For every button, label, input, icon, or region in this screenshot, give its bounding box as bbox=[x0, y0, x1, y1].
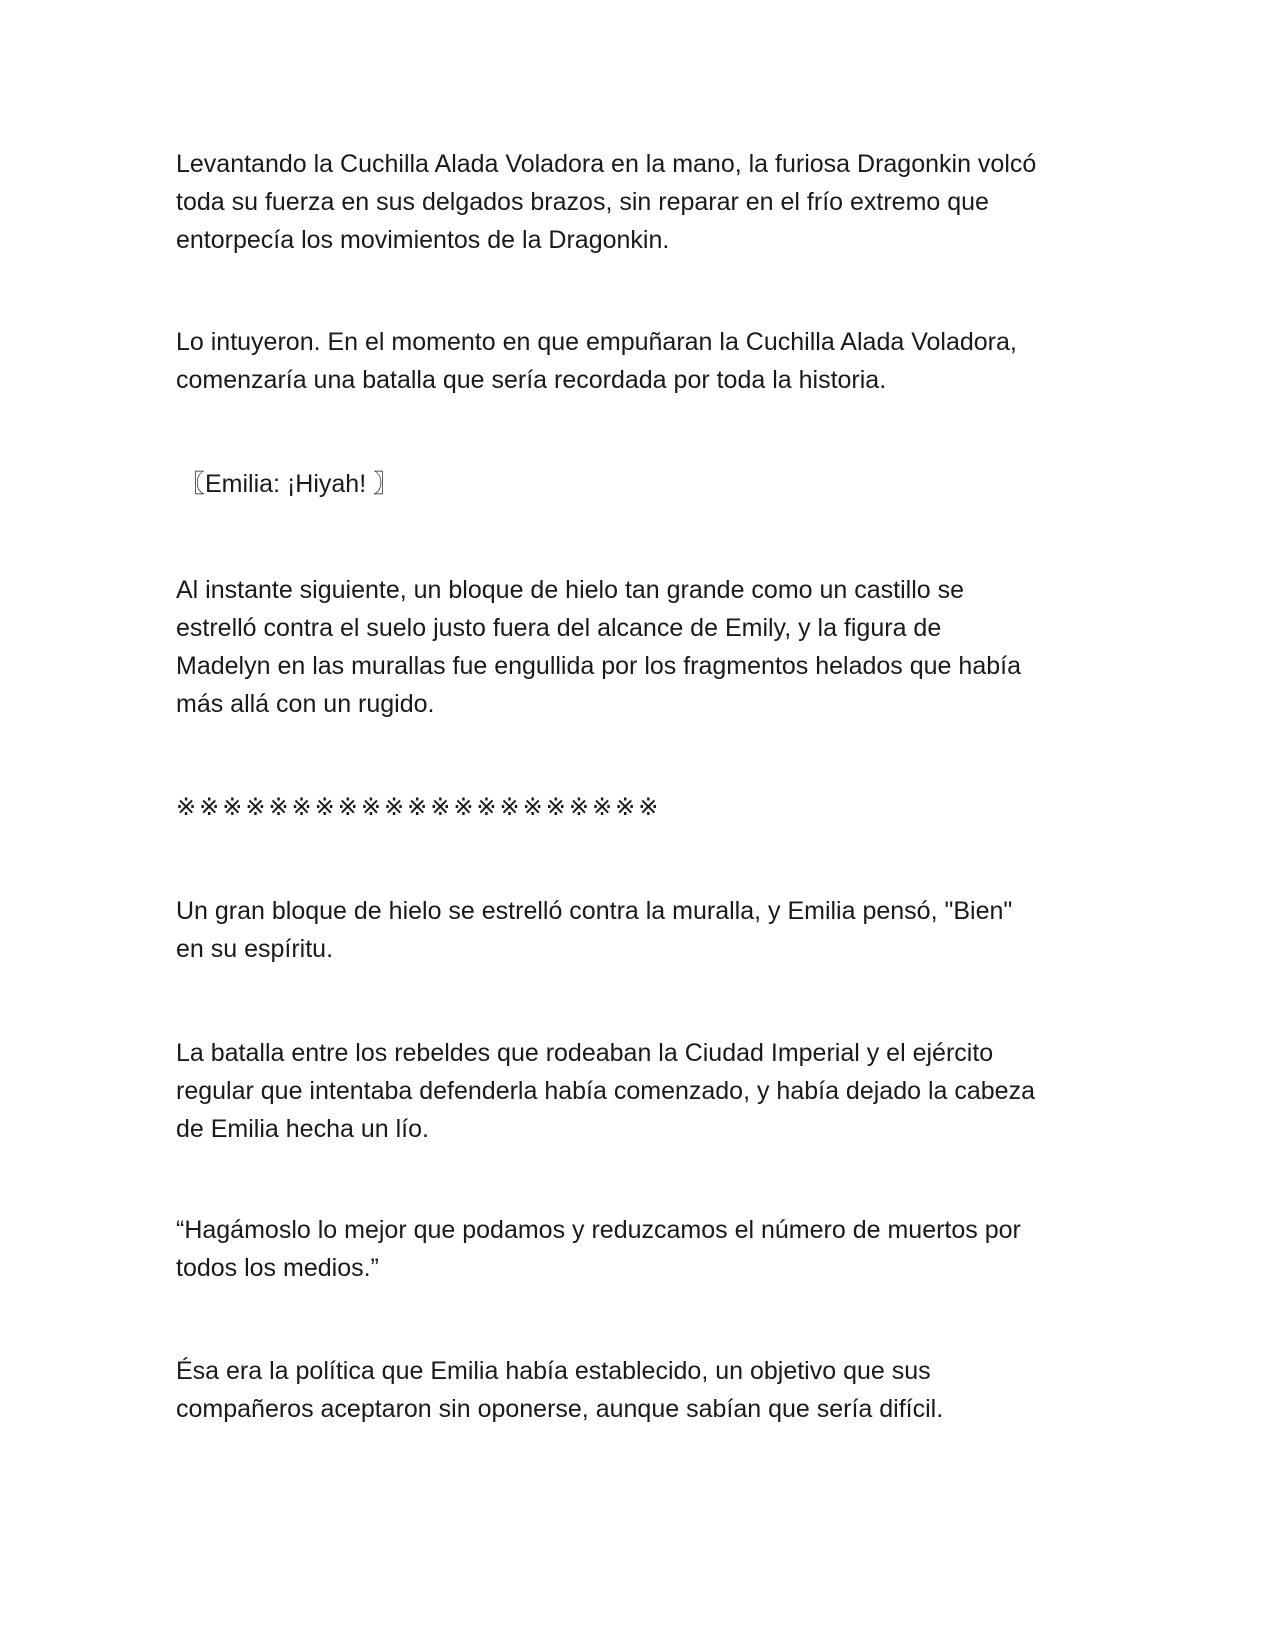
paragraph-line: toda su fuerza en sus delgados brazos, sin reparar en el frío extremo que bbox=[176, 188, 989, 216]
paragraph-line: en su espíritu. bbox=[176, 935, 334, 963]
section-separator bbox=[176, 788, 1116, 826]
paragraph-5 bbox=[176, 1034, 1116, 1148]
paragraph-line: “Hagámoslo lo mejor que podamos y reduzcamos el número de muertos por bbox=[176, 1216, 1021, 1244]
paragraph-line: La batalla entre los rebeldes que rodeaban la Ciudad Imperial y el ejército bbox=[176, 1039, 994, 1067]
separator-line: ※※※※※※※※※※※※※※※※※※※※※ bbox=[176, 793, 662, 821]
paragraph-line: Ésa era la política que Emilia había establecido, un objetivo que sus bbox=[176, 1357, 931, 1385]
paragraph-line: compañeros aceptaron sin oponerse, aunque sabían que sería difícil. bbox=[176, 1395, 944, 1423]
paragraph-line: comenzaría una batalla que sería recordada por toda la historia. bbox=[176, 366, 887, 394]
paragraph-7 bbox=[176, 1352, 1116, 1428]
paragraph-line: Un gran bloque de hielo se estrelló contra la muralla, y Emilia pensó, "Bien" bbox=[176, 897, 1013, 925]
paragraph-line: estrelló contra el suelo justo fuera del alcance de Emily, y la figura de bbox=[176, 614, 942, 642]
paragraph-line: regular que intentaba defenderla había comenzado, y había dejado la cabeza bbox=[176, 1077, 1035, 1105]
paragraph-1 bbox=[176, 145, 1116, 259]
paragraph-line: todos los medios.” bbox=[176, 1254, 379, 1282]
paragraph-line: más allá con un rugido. bbox=[176, 690, 435, 718]
paragraph-line: de Emilia hecha un lío. bbox=[176, 1115, 429, 1143]
paragraph-line: Al instante siguiente, un bloque de hielo tan grande como un castillo se bbox=[176, 576, 965, 604]
paragraph-line: 〖Emilia: ¡Hiyah! 〗 bbox=[180, 470, 399, 498]
paragraph-line: Lo intuyeron. En el momento en que empuñaran la Cuchilla Alada Voladora, bbox=[176, 328, 1017, 356]
paragraph-line: Madelyn en las murallas fue engullida por los fragmentos helados que había bbox=[176, 652, 1021, 680]
paragraph-line: Levantando la Cuchilla Alada Voladora en la mano, la furiosa Dragonkin volcó bbox=[176, 150, 1037, 178]
paragraph-6 bbox=[176, 1211, 1116, 1287]
paragraph-3 bbox=[176, 571, 1116, 723]
paragraph-line: entorpecía los movimientos de la Dragonkin. bbox=[176, 226, 670, 254]
dialogue-line bbox=[180, 465, 1120, 503]
paragraph-4 bbox=[176, 892, 1116, 968]
paragraph-2 bbox=[176, 323, 1116, 399]
